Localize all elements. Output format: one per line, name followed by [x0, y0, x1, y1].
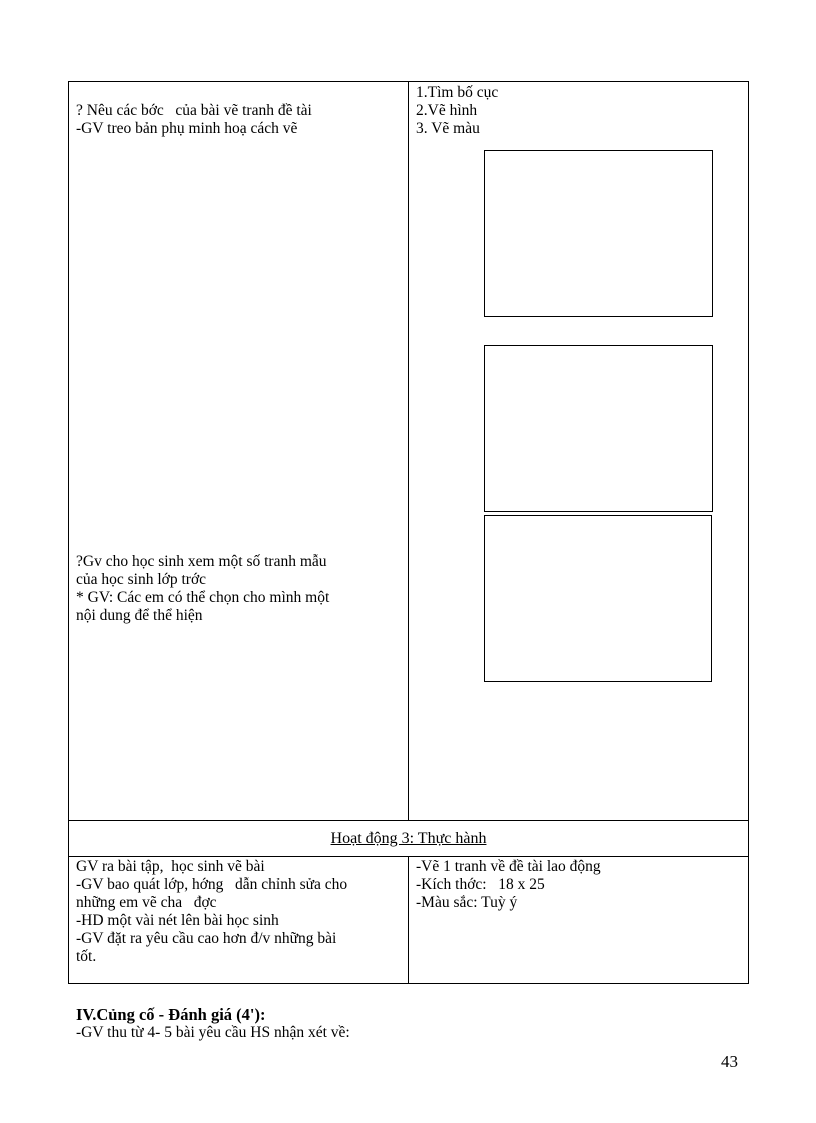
- teacher-activity-line: của học sinh lớp trớc: [76, 571, 207, 588]
- assignment-line: -Kích thớc: 18 x 25: [416, 876, 545, 893]
- table-column-divider-upper: [408, 81, 409, 820]
- teacher-task-line: -GV bao quát lớp, hớng dẫn chỉnh sửa cho: [76, 876, 348, 893]
- illustration-frame: [484, 150, 713, 317]
- table-column-divider-lower: [408, 856, 409, 984]
- table-row-divider: [68, 820, 749, 821]
- activity-heading: Hoạt động 3: Thực hành: [330, 830, 487, 847]
- section-title: IV.Củng cố - Đánh giá (4'):: [76, 1005, 266, 1024]
- teacher-activity-line: * GV: Các em có thể chọn cho mình một: [76, 589, 330, 606]
- step-line: 1.Tìm bố cục: [416, 84, 499, 101]
- teacher-task-line: tốt.: [76, 948, 97, 965]
- teacher-task-line: những em vẽ cha đợc: [76, 894, 217, 911]
- teacher-task-line: GV ra bài tập, học sinh vẽ bài: [76, 858, 265, 875]
- assignment-line: -Vẽ 1 tranh về đề tài lao động: [416, 858, 601, 875]
- illustration-frame: [484, 345, 713, 512]
- teacher-activity-line: nội dung để thể hiện: [76, 607, 203, 624]
- step-line: 2.Vẽ hình: [416, 102, 478, 119]
- step-line: 3. Vẽ màu: [416, 120, 480, 137]
- teacher-task-line: -HD một vài nét lên bài học sinh: [76, 912, 279, 929]
- assignment-line: -Màu sắc: Tuỳ ý: [416, 894, 518, 911]
- teacher-activity-line: -GV treo bản phụ minh hoạ cách vẽ: [76, 120, 298, 137]
- page-number: 43: [721, 1052, 738, 1071]
- teacher-question-line: ? Nêu các bớc của bài vẽ tranh đề tài: [76, 102, 312, 119]
- illustration-frame: [484, 515, 712, 682]
- teacher-question-line: ?Gv cho học sinh xem một số tranh mẫu: [76, 553, 327, 570]
- teacher-task-line: -GV đặt ra yêu cầu cao hơn đ/v những bài: [76, 930, 337, 947]
- section-line: -GV thu từ 4- 5 bài yêu cầu HS nhận xét về:: [76, 1024, 350, 1041]
